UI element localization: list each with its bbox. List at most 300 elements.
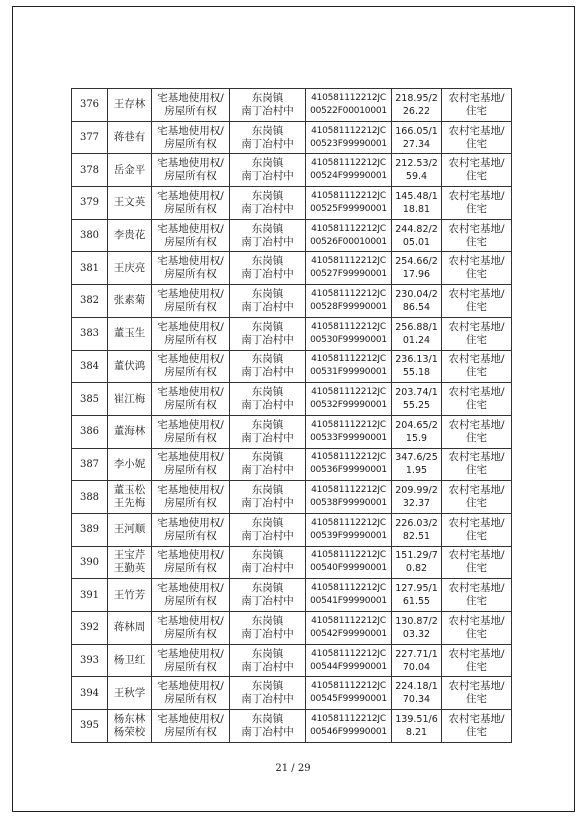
location-line: 东岗镇 — [251, 680, 284, 693]
right-type-line: 宅基地使用权/ — [157, 386, 224, 399]
table-row — [72, 285, 512, 318]
right-type-line: 房屋所有权 — [164, 431, 217, 444]
area-line: 204.65/2 — [395, 419, 438, 431]
location-cell — [230, 154, 306, 187]
unit-code-line: 410581112212JC — [311, 550, 386, 561]
unit-code-cell — [306, 154, 392, 187]
unit-code-cell — [306, 677, 392, 710]
row-number-cell: 380 — [72, 219, 108, 252]
area-line: 8.21 — [405, 726, 428, 738]
area-line: 61.55 — [402, 596, 431, 608]
owner-name-cell — [108, 285, 152, 318]
owner-name-line: 蒋巷有 — [113, 131, 146, 144]
unit-code-line: 00536F99990001 — [310, 465, 387, 476]
usage-line: 住宅 — [466, 725, 487, 738]
unit-code-line: 410581112212JC — [311, 681, 386, 692]
unit-code-cell — [306, 448, 392, 481]
unit-code-line: 410581112212JC — [311, 648, 386, 659]
location-line: 南丁冶村中 — [241, 268, 294, 281]
location-line: 南丁冶村中 — [241, 104, 294, 117]
location-line: 东岗镇 — [251, 189, 284, 202]
area-line: 230.04/2 — [395, 288, 438, 300]
owner-name-line: 董玉松 — [113, 484, 146, 497]
area-line: 254.66/2 — [395, 256, 438, 268]
location-line: 南丁冶村中 — [241, 562, 294, 575]
location-cell — [230, 383, 306, 416]
unit-code-cell — [306, 710, 392, 743]
usage-cell — [442, 644, 512, 677]
unit-code-line: 00539F99990001 — [310, 530, 387, 541]
right-type-line: 房屋所有权 — [164, 235, 217, 248]
usage-cell — [442, 546, 512, 579]
location-line: 南丁冶村中 — [241, 399, 294, 412]
usage-line: 农村宅基地/ — [448, 451, 505, 464]
row-number-cell: 390 — [72, 546, 108, 579]
right-type-line: 宅基地使用权/ — [157, 287, 224, 300]
unit-code-line: 410581112212JC — [311, 256, 386, 267]
location-line: 南丁冶村中 — [241, 202, 294, 215]
right-type-line: 宅基地使用权/ — [157, 353, 224, 366]
unit-code-line: 00541F99990001 — [310, 596, 387, 607]
usage-line: 农村宅基地/ — [448, 222, 505, 235]
right-type-line: 宅基地使用权/ — [157, 320, 224, 333]
right-type-cell — [152, 513, 230, 546]
usage-line: 农村宅基地/ — [448, 386, 505, 399]
owner-name-line: 董海林 — [113, 425, 146, 438]
right-type-cell — [152, 285, 230, 318]
usage-line: 住宅 — [466, 366, 487, 379]
area-cell — [392, 383, 442, 416]
unit-code-line: 410581112212JC — [311, 419, 386, 430]
area-cell — [392, 252, 442, 285]
location-line: 南丁冶村中 — [241, 137, 294, 150]
right-type-line: 房屋所有权 — [164, 137, 217, 150]
unit-code-cell — [306, 187, 392, 220]
registration-table — [71, 88, 512, 743]
unit-code-line: 00546F99990001 — [310, 726, 387, 737]
right-type-line: 房屋所有权 — [164, 333, 217, 346]
owner-name-cell — [108, 546, 152, 579]
page-indicator: 21 / 29 — [275, 763, 311, 774]
usage-line: 农村宅基地/ — [448, 680, 505, 693]
right-type-line: 房屋所有权 — [164, 399, 217, 412]
row-number-cell: 395 — [72, 710, 108, 743]
row-number-cell: 381 — [72, 252, 108, 285]
usage-line: 住宅 — [466, 464, 487, 477]
area-cell — [392, 448, 442, 481]
right-type-line: 宅基地使用权/ — [157, 582, 224, 595]
location-line: 东岗镇 — [251, 386, 284, 399]
row-number-cell: 388 — [72, 481, 108, 514]
row-number-cell: 394 — [72, 677, 108, 710]
row-number-cell: 376 — [72, 89, 108, 122]
right-type-line: 宅基地使用权/ — [157, 680, 224, 693]
unit-code-line: 00532F99990001 — [310, 400, 387, 411]
usage-line: 住宅 — [466, 333, 487, 346]
owner-name-cell — [108, 644, 152, 677]
table-row — [72, 579, 512, 612]
location-cell — [230, 285, 306, 318]
location-line: 南丁冶村中 — [241, 529, 294, 542]
unit-code-cell — [306, 89, 392, 122]
owner-name-line: 王存林 — [113, 98, 146, 111]
table-row — [72, 121, 512, 154]
usage-line: 住宅 — [466, 399, 487, 412]
area-line: 27.34 — [402, 138, 431, 150]
usage-line: 农村宅基地/ — [448, 582, 505, 595]
row-number-cell: 391 — [72, 579, 108, 612]
usage-cell — [442, 513, 512, 546]
unit-code-line: 00545F99990001 — [310, 694, 387, 705]
owner-name-line: 王秋学 — [113, 686, 146, 699]
usage-line: 住宅 — [466, 562, 487, 575]
area-line: 151.29/7 — [395, 550, 438, 562]
right-type-line: 房屋所有权 — [164, 562, 217, 575]
table-row — [72, 219, 512, 252]
usage-line: 农村宅基地/ — [448, 484, 505, 497]
table-row — [72, 89, 512, 122]
location-cell — [230, 187, 306, 220]
area-line: 17.96 — [402, 269, 431, 281]
unit-code-line: 00540F99990001 — [310, 563, 387, 574]
owner-name-cell — [108, 350, 152, 383]
unit-code-cell — [306, 546, 392, 579]
owner-name-cell — [108, 219, 152, 252]
area-line: 244.82/2 — [395, 223, 438, 235]
area-line: 01.24 — [402, 334, 431, 346]
location-line: 南丁冶村中 — [241, 627, 294, 640]
area-line: 130.87/2 — [395, 615, 438, 627]
usage-cell — [442, 154, 512, 187]
right-type-cell — [152, 219, 230, 252]
unit-code-line: 410581112212JC — [311, 452, 386, 463]
table-row — [72, 252, 512, 285]
unit-code-line: 410581112212JC — [311, 190, 386, 201]
location-cell — [230, 252, 306, 285]
owner-name-line: 杨荣校 — [113, 725, 146, 738]
owner-name-cell — [108, 89, 152, 122]
usage-line: 住宅 — [466, 202, 487, 215]
unit-code-line: 00523F99990001 — [310, 138, 387, 149]
unit-code-line: 00538F99990001 — [310, 498, 387, 509]
owner-name-cell — [108, 448, 152, 481]
row-number-cell: 389 — [72, 513, 108, 546]
owner-name-line: 王河顺 — [113, 523, 146, 536]
area-cell — [392, 710, 442, 743]
area-cell — [392, 415, 442, 448]
right-type-line: 房屋所有权 — [164, 202, 217, 215]
location-cell — [230, 677, 306, 710]
unit-code-line: 410581112212JC — [311, 288, 386, 299]
right-type-line: 宅基地使用权/ — [157, 157, 224, 170]
location-line: 东岗镇 — [251, 614, 284, 627]
usage-cell — [442, 448, 512, 481]
location-cell — [230, 317, 306, 350]
right-type-line: 宅基地使用权/ — [157, 255, 224, 268]
owner-name-cell — [108, 612, 152, 645]
owner-name-line: 李小妮 — [113, 457, 146, 470]
owner-name-cell — [108, 415, 152, 448]
right-type-cell — [152, 317, 230, 350]
location-line: 东岗镇 — [251, 451, 284, 464]
right-type-cell — [152, 350, 230, 383]
area-line: 55.25 — [402, 400, 431, 412]
unit-code-line: 410581112212JC — [311, 615, 386, 626]
row-number-cell: 392 — [72, 612, 108, 645]
unit-code-cell — [306, 350, 392, 383]
table-row — [72, 677, 512, 710]
owner-name-cell — [108, 579, 152, 612]
usage-cell — [442, 350, 512, 383]
area-line: 86.54 — [402, 301, 431, 313]
right-type-line: 房屋所有权 — [164, 693, 217, 706]
right-type-line: 宅基地使用权/ — [157, 91, 224, 104]
right-type-line: 房屋所有权 — [164, 268, 217, 281]
unit-code-line: 410581112212JC — [311, 92, 386, 103]
area-line: 03.32 — [402, 628, 431, 640]
table-row — [72, 481, 512, 514]
unit-code-line: 410581112212JC — [311, 387, 386, 398]
area-cell — [392, 89, 442, 122]
area-line: 256.88/1 — [395, 321, 438, 333]
unit-code-cell — [306, 219, 392, 252]
usage-line: 住宅 — [466, 268, 487, 281]
table-row — [72, 513, 512, 546]
location-line: 南丁冶村中 — [241, 333, 294, 346]
right-type-cell — [152, 89, 230, 122]
usage-line: 住宅 — [466, 431, 487, 444]
usage-line: 住宅 — [466, 529, 487, 542]
usage-line: 农村宅基地/ — [448, 287, 505, 300]
location-line: 东岗镇 — [251, 484, 284, 497]
right-type-line: 宅基地使用权/ — [157, 189, 224, 202]
location-line: 南丁冶村中 — [241, 235, 294, 248]
table-body — [72, 89, 512, 743]
right-type-cell — [152, 677, 230, 710]
area-line: 139.51/6 — [395, 713, 438, 725]
usage-line: 住宅 — [466, 627, 487, 640]
row-number-cell: 386 — [72, 415, 108, 448]
location-line: 南丁冶村中 — [241, 464, 294, 477]
right-type-line: 房屋所有权 — [164, 627, 217, 640]
unit-code-line: 00525F99990001 — [310, 203, 387, 214]
unit-code-line: 410581112212JC — [311, 485, 386, 496]
table-row — [72, 317, 512, 350]
right-type-line: 房屋所有权 — [164, 660, 217, 673]
area-line: 1.95 — [405, 465, 428, 477]
area-cell — [392, 350, 442, 383]
owner-name-cell — [108, 317, 152, 350]
area-line: 203.74/1 — [395, 387, 438, 399]
unit-code-cell — [306, 579, 392, 612]
area-line: 55.18 — [402, 367, 431, 379]
owner-name-line: 董玉生 — [113, 327, 146, 340]
location-cell — [230, 415, 306, 448]
location-cell — [230, 89, 306, 122]
location-line: 东岗镇 — [251, 157, 284, 170]
owner-name-line: 张素菊 — [113, 294, 146, 307]
right-type-line: 宅基地使用权/ — [157, 418, 224, 431]
unit-code-line: 410581112212JC — [311, 158, 386, 169]
area-line: 145.48/1 — [395, 190, 438, 202]
owner-name-line: 王文英 — [113, 196, 146, 209]
right-type-line: 宅基地使用权/ — [157, 516, 224, 529]
right-type-line: 房屋所有权 — [164, 529, 217, 542]
table-row — [72, 448, 512, 481]
area-line: 224.18/1 — [395, 681, 438, 693]
unit-code-line: 410581112212JC — [311, 321, 386, 332]
area-cell — [392, 481, 442, 514]
row-number-cell: 385 — [72, 383, 108, 416]
right-type-line: 房屋所有权 — [164, 725, 217, 738]
usage-line: 住宅 — [466, 137, 487, 150]
location-line: 东岗镇 — [251, 222, 284, 235]
right-type-line: 宅基地使用权/ — [157, 484, 224, 497]
area-cell — [392, 219, 442, 252]
table-row — [72, 644, 512, 677]
unit-code-line: 00531F99990001 — [310, 367, 387, 378]
unit-code-cell — [306, 317, 392, 350]
usage-line: 农村宅基地/ — [448, 91, 505, 104]
usage-line: 农村宅基地/ — [448, 353, 505, 366]
unit-code-line: 410581112212JC — [311, 223, 386, 234]
location-line: 东岗镇 — [251, 255, 284, 268]
location-line: 南丁冶村中 — [241, 660, 294, 673]
owner-name-line: 蒋林周 — [113, 621, 146, 634]
location-cell — [230, 710, 306, 743]
unit-code-cell — [306, 644, 392, 677]
area-cell — [392, 677, 442, 710]
location-cell — [230, 513, 306, 546]
owner-name-cell — [108, 121, 152, 154]
location-cell — [230, 644, 306, 677]
unit-code-line: 00524F99990001 — [310, 171, 387, 182]
location-cell — [230, 350, 306, 383]
usage-line: 农村宅基地/ — [448, 647, 505, 660]
usage-line: 农村宅基地/ — [448, 418, 505, 431]
unit-code-line: 00530F99990001 — [310, 334, 387, 345]
right-type-cell — [152, 546, 230, 579]
location-line: 东岗镇 — [251, 91, 284, 104]
owner-name-cell — [108, 481, 152, 514]
area-line: 166.05/1 — [395, 125, 438, 137]
area-line: 32.37 — [402, 498, 431, 510]
unit-code-line: 00526F00010001 — [310, 236, 387, 247]
unit-code-line: 00522F00010001 — [310, 105, 387, 116]
usage-cell — [442, 187, 512, 220]
row-number-cell: 393 — [72, 644, 108, 677]
owner-name-line: 崔江梅 — [113, 392, 146, 405]
right-type-cell — [152, 154, 230, 187]
usage-cell — [442, 285, 512, 318]
unit-code-line: 410581112212JC — [311, 354, 386, 365]
usage-cell — [442, 481, 512, 514]
usage-cell — [442, 252, 512, 285]
location-line: 东岗镇 — [251, 647, 284, 660]
unit-code-line: 410581112212JC — [311, 125, 386, 136]
usage-line: 农村宅基地/ — [448, 320, 505, 333]
area-line: 212.53/2 — [395, 158, 438, 170]
area-line: 0.82 — [405, 563, 428, 575]
area-cell — [392, 285, 442, 318]
location-line: 南丁冶村中 — [241, 595, 294, 608]
area-cell — [392, 317, 442, 350]
usage-line: 住宅 — [466, 300, 487, 313]
unit-code-line: 00542F99990001 — [310, 628, 387, 639]
usage-cell — [442, 710, 512, 743]
area-cell — [392, 579, 442, 612]
right-type-line: 房屋所有权 — [164, 497, 217, 510]
table-row — [72, 383, 512, 416]
unit-code-line: 00527F99990001 — [310, 269, 387, 280]
right-type-cell — [152, 415, 230, 448]
location-line: 南丁冶村中 — [241, 497, 294, 510]
right-type-cell — [152, 383, 230, 416]
right-type-line: 房屋所有权 — [164, 170, 217, 183]
row-number-cell: 383 — [72, 317, 108, 350]
owner-name-line: 岳金平 — [113, 163, 146, 176]
usage-cell — [442, 89, 512, 122]
usage-line: 农村宅基地/ — [448, 614, 505, 627]
row-number-cell: 384 — [72, 350, 108, 383]
usage-cell — [442, 612, 512, 645]
area-line: 347.6/25 — [395, 452, 438, 464]
row-number-cell: 382 — [72, 285, 108, 318]
usage-line: 农村宅基地/ — [448, 255, 505, 268]
location-line: 南丁冶村中 — [241, 366, 294, 379]
location-cell — [230, 546, 306, 579]
owner-name-cell — [108, 677, 152, 710]
right-type-cell — [152, 187, 230, 220]
area-line: 226.03/2 — [395, 517, 438, 529]
unit-code-cell — [306, 252, 392, 285]
area-line: 218.95/2 — [395, 92, 438, 104]
location-line: 东岗镇 — [251, 516, 284, 529]
row-number-cell: 378 — [72, 154, 108, 187]
owner-name-line: 王竹芳 — [113, 588, 146, 601]
location-cell — [230, 579, 306, 612]
unit-code-line: 410581112212JC — [311, 713, 386, 724]
right-type-cell — [152, 448, 230, 481]
unit-code-cell — [306, 121, 392, 154]
right-type-cell — [152, 644, 230, 677]
right-type-line: 宅基地使用权/ — [157, 124, 224, 137]
usage-line: 住宅 — [466, 595, 487, 608]
right-type-line: 房屋所有权 — [164, 595, 217, 608]
owner-name-line: 王宝芹 — [113, 549, 146, 562]
owner-name-line: 杨东林 — [113, 712, 146, 725]
right-type-line: 宅基地使用权/ — [157, 451, 224, 464]
owner-name-line: 王勤英 — [113, 562, 146, 575]
location-cell — [230, 219, 306, 252]
usage-line: 住宅 — [466, 104, 487, 117]
usage-line: 住宅 — [466, 170, 487, 183]
area-line: 59.4 — [405, 171, 428, 183]
area-line: 209.99/2 — [395, 485, 438, 497]
right-type-cell — [152, 612, 230, 645]
location-line: 东岗镇 — [251, 353, 284, 366]
area-line: 05.01 — [402, 236, 431, 248]
table-row — [72, 415, 512, 448]
location-line: 东岗镇 — [251, 124, 284, 137]
right-type-cell — [152, 481, 230, 514]
right-type-cell — [152, 710, 230, 743]
area-line: 82.51 — [402, 530, 431, 542]
usage-cell — [442, 317, 512, 350]
usage-line: 农村宅基地/ — [448, 549, 505, 562]
location-cell — [230, 448, 306, 481]
location-line: 南丁冶村中 — [241, 300, 294, 313]
